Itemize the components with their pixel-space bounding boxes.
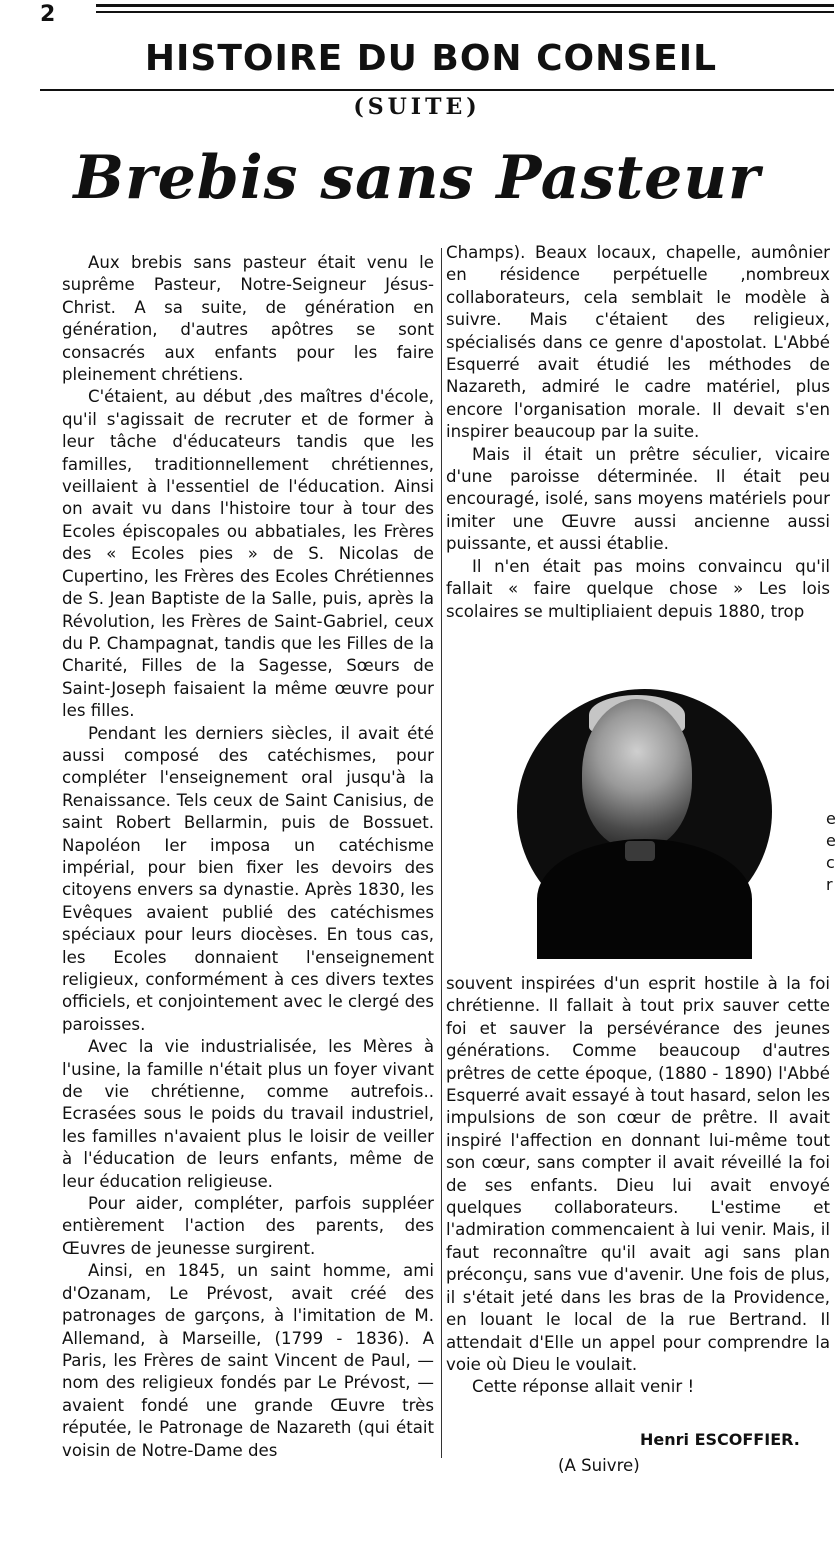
edge-fragments [826,808,836,896]
article-title: Brebis sans Pasteur [73,143,761,213]
paragraph: souvent inspirées d'un esprit hostile à la foi chrétienne. Il fallait à tout prix sauver cette foi et sauver la persévérance des jeunes générations. Comme beaucoup d'autres prêtres de cette époque, (1880 - 1890) l'Abbé Esquerré avait essayé à tout hasard, selon les impulsions de son cœur de prêtre. Il avait inspiré l'affection en donnant lui-même tout son cœur, sans compter il avait réveillé la foi de ses enfants. Dieu lui avait envoyé quelques collaborateurs. L'estime et l'admiration commencaient à lui venir. Mais, il faut reconnaître qu'il avait agi sans plan préconçu, sans vue d'avenir. Une fois de plus, il s'était jeté dans les bras de la Providence, en louant le local de la rue Bertrand. Il attendait d'Elle un appel pour comprendre la voie où Dieu le voulait. [446,974,830,1374]
edge-fragment: e [826,809,836,828]
page-number: 2 [40,2,56,27]
portrait-collar [625,841,655,861]
paragraph: Avec la vie industrialisée, les Mères à l'usine, la famille n'était plus un foyer vivant de vie chrétienne, comme autrefois.. Ecrasées sous le poids du travail industriel, les familles n'avaient plus le loisir de veiller à l'éducation de leurs enfants, même de leur éducation religieuse. [62,1037,434,1191]
author-signature: Henri ESCOFFIER. [640,1430,800,1449]
paragraph: Pendant les derniers siècles, il avait été aussi composé des catéchismes, pour compléter l'enseignement oral jusqu'à la Renaissance. Tels ceux de Saint Canisius, de saint Robert Bellarmin, puis de Bossuet. Napoléon Ier imposa un catéchisme impérial, pour bien fixer les devoirs des citoyens envers sa dynastie. Après 1830, les Evêques avaient publié des catéchismes spéciaux pour leurs diocèses. En tous cas, les Ecoles donnaient l'enseignement religieux, conformément à ces divers textes officiels, et conjointement avec le clergé des paroisses. [62,723,434,1034]
edge-fragment: e [826,831,836,850]
paragraph: C'étaient, au début ,des maîtres d'école, qu'il s'agissait de recruter et de former à leur tâche d'éducateurs tandis que les familles, traditionnellement chrétiennes, veillaient à l'essentiel de l'éducation. Ainsi on avait vu dans l'histoire tour à tour des Ecoles épiscopales ou abbatiales, les Frères des « Ecoles pies » de S. Nicolas de Cupertino, les Frères des Ecoles Chrétiennes de S. Jean Baptiste de la Salle, puis, après la Révolution, les Frères de Saint-Gabriel, ceux du P. Champagnat, tandis que les Filles de la Charité, Filles de la Sagesse, Sœurs de Saint-Joseph faisaient la même œuvre pour les filles. [62,387,434,721]
series-header: HISTOIRE DU BON CONSEIL [144,38,718,79]
paragraph: Aux brebis sans pasteur était venu le suprême Pasteur, Notre-Seigneur Jésus-Christ. A sa suite, de génération en génération, d'autres apôtres se sont consacrés aux enfants pour les faire pleinement chrétiens. [62,253,434,385]
edge-fragment: c [826,853,835,872]
edge-fragment: r [826,875,833,894]
portrait-face [582,699,692,849]
paragraph: Champs). Beaux locaux, chapelle, aumônier en résidence perpétuelle ,nombreux collaborateurs, cela semblait le modèle à suivre. Mais c'étaient des religieux, spécialisés dans ce genre d'apostolat. L'Abbé Esquerré avait étudié les méthodes de Nazareth, admiré le cadre matériel, plus encore l'organisation morale. Il devait s'en inspirer beaucoup par la suite. [446,243,830,442]
column-divider [441,248,442,1458]
paragraph: Mais il était un prêtre séculier, vicaire d'une paroisse déterminée. Il était peu encouragé, isolé, sans moyens matériels pour imiter une Œuvre aussi ancienne aussi puissante, et aussi établie. [446,444,830,554]
paragraph: Pour aider, compléter, parfois suppléer entièrement l'action des parents, des Œuvres de jeunesse surgirent. [62,1194,434,1258]
paragraph: Ainsi, en 1845, un saint homme, ami d'Ozanam, Le Prévost, avait créé des patronages de garçons, à l'imitation de M. Allemand, à Marseille, (1799 - 1836). A Paris, les Frères de saint Vincent de Paul, — nom des religieux fondés par Le Prévost, — avaient fondé une grande Œuvre très réputée, le Patronage de Nazareth (qui était voisin de Notre-Dame des [62,1261,434,1460]
right-column-bottom [446,973,830,1399]
portrait-photo [517,689,772,934]
suite-label: (SUITE) [353,94,481,120]
top-rule [96,4,834,7]
header-underline [40,89,834,91]
paragraph: Cette réponse allait venir ! [472,1377,695,1397]
left-column [62,252,434,1462]
to-follow-note: (A Suivre) [558,1456,640,1475]
paragraph: Il n'en était pas moins convaincu qu'il fallait « faire quelque chose » Les lois scolaires se multipliaient depuis 1880, trop [446,556,830,621]
top-rule-thin [96,11,834,13]
right-column-top [446,242,830,623]
